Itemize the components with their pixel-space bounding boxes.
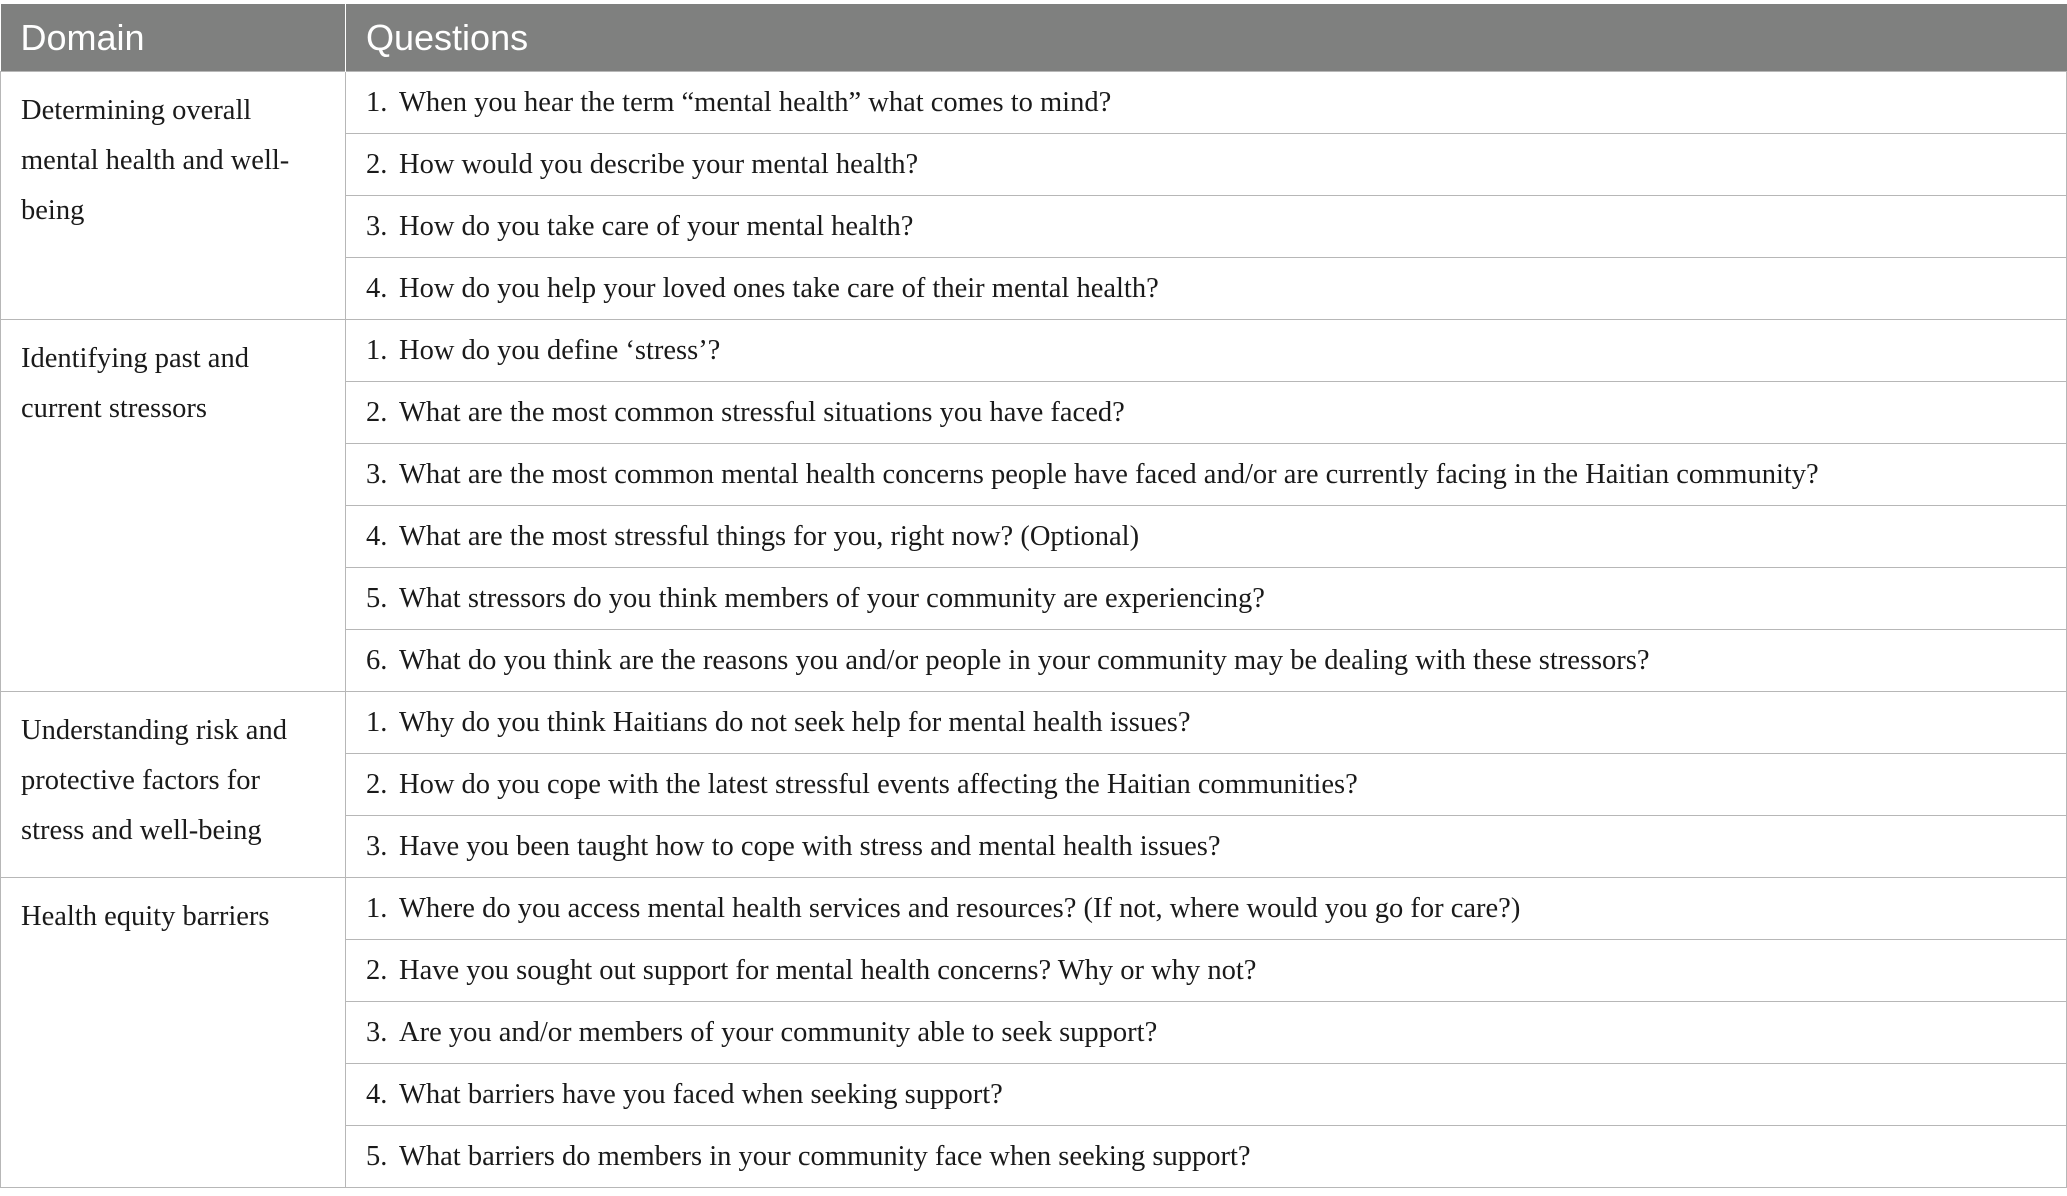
header-questions: Questions (346, 4, 2067, 72)
question-number: 5. (366, 1140, 388, 1172)
question-cell (346, 1126, 2067, 1188)
domain-cell: Identifying past and current stressors (1, 320, 346, 692)
question-number: 6. (366, 644, 388, 676)
question-cell (346, 506, 2067, 568)
questions-table-container (0, 4, 2066, 1188)
question-number: 2. (366, 768, 388, 800)
question-text: What barriers have you faced when seeking support? (399, 1078, 1003, 1110)
question-text: What are the most stressful things for you, right now? (Optional) (399, 520, 1140, 552)
question-cell (346, 568, 2067, 630)
table-row (1, 320, 2067, 382)
question-number: 3. (366, 1016, 388, 1048)
domain-questions-table (0, 4, 2067, 1188)
question-number: 3. (366, 830, 388, 862)
table-row (1, 692, 2067, 754)
question-cell (346, 444, 2067, 506)
question-number: 4. (366, 272, 388, 304)
question-number: 5. (366, 582, 388, 614)
table-header (1, 4, 2067, 72)
question-cell (346, 878, 2067, 940)
question-cell (346, 1002, 2067, 1064)
table-body (1, 72, 2067, 1188)
header-domain: Domain (1, 4, 346, 72)
question-text: What do you think are the reasons you and/or people in your community may be dealing with these stressors? (399, 644, 1650, 676)
question-cell (346, 1064, 2067, 1126)
question-number: 1. (366, 86, 388, 118)
question-cell (346, 134, 2067, 196)
question-cell (346, 630, 2067, 692)
question-text: Where do you access mental health services and resources? (If not, where would you go for care?) (399, 892, 1521, 924)
question-text: Have you sought out support for mental health concerns? Why or why not? (399, 954, 1257, 986)
question-number: 1. (366, 334, 388, 366)
question-number: 1. (366, 892, 388, 924)
domain-cell: Understanding risk and protective factors for stress and well-being (1, 692, 346, 878)
question-text: How do you cope with the latest stressful events affecting the Haitian communities? (399, 768, 1358, 800)
question-text: What are the most common mental health concerns people have faced and/or are currently facing in the Haitian community? (399, 458, 1819, 490)
question-cell (346, 258, 2067, 320)
question-text: How would you describe your mental health? (399, 148, 919, 180)
question-text: Why do you think Haitians do not seek help for mental health issues? (399, 706, 1191, 738)
question-cell (346, 320, 2067, 382)
question-cell (346, 816, 2067, 878)
question-text: Have you been taught how to cope with stress and mental health issues? (399, 830, 1221, 862)
question-cell (346, 196, 2067, 258)
table-row (1, 72, 2067, 134)
question-number: 2. (366, 396, 388, 428)
question-cell (346, 382, 2067, 444)
question-cell (346, 692, 2067, 754)
question-text: What are the most common stressful situations you have faced? (399, 396, 1125, 428)
question-text: Are you and/or members of your community able to seek support? (399, 1016, 1158, 1048)
question-number: 2. (366, 954, 388, 986)
question-number: 4. (366, 1078, 388, 1110)
question-cell (346, 940, 2067, 1002)
question-number: 3. (366, 210, 388, 242)
domain-cell: Determining overall mental health and well-being (1, 72, 346, 320)
header-row (1, 4, 2067, 72)
question-number: 3. (366, 458, 388, 490)
question-text: How do you define ‘stress’? (399, 334, 721, 366)
question-cell (346, 754, 2067, 816)
table-row (1, 878, 2067, 940)
question-text: How do you help your loved ones take care of their mental health? (399, 272, 1159, 304)
question-cell (346, 72, 2067, 134)
domain-cell: Health equity barriers (1, 878, 346, 1188)
question-text: What barriers do members in your community face when seeking support? (399, 1140, 1251, 1172)
question-text: What stressors do you think members of your community are experiencing? (399, 582, 1265, 614)
question-number: 2. (366, 148, 388, 180)
question-number: 1. (366, 706, 388, 738)
question-text: When you hear the term “mental health” what comes to mind? (399, 86, 1112, 118)
question-text: How do you take care of your mental health? (399, 210, 914, 242)
question-number: 4. (366, 520, 388, 552)
